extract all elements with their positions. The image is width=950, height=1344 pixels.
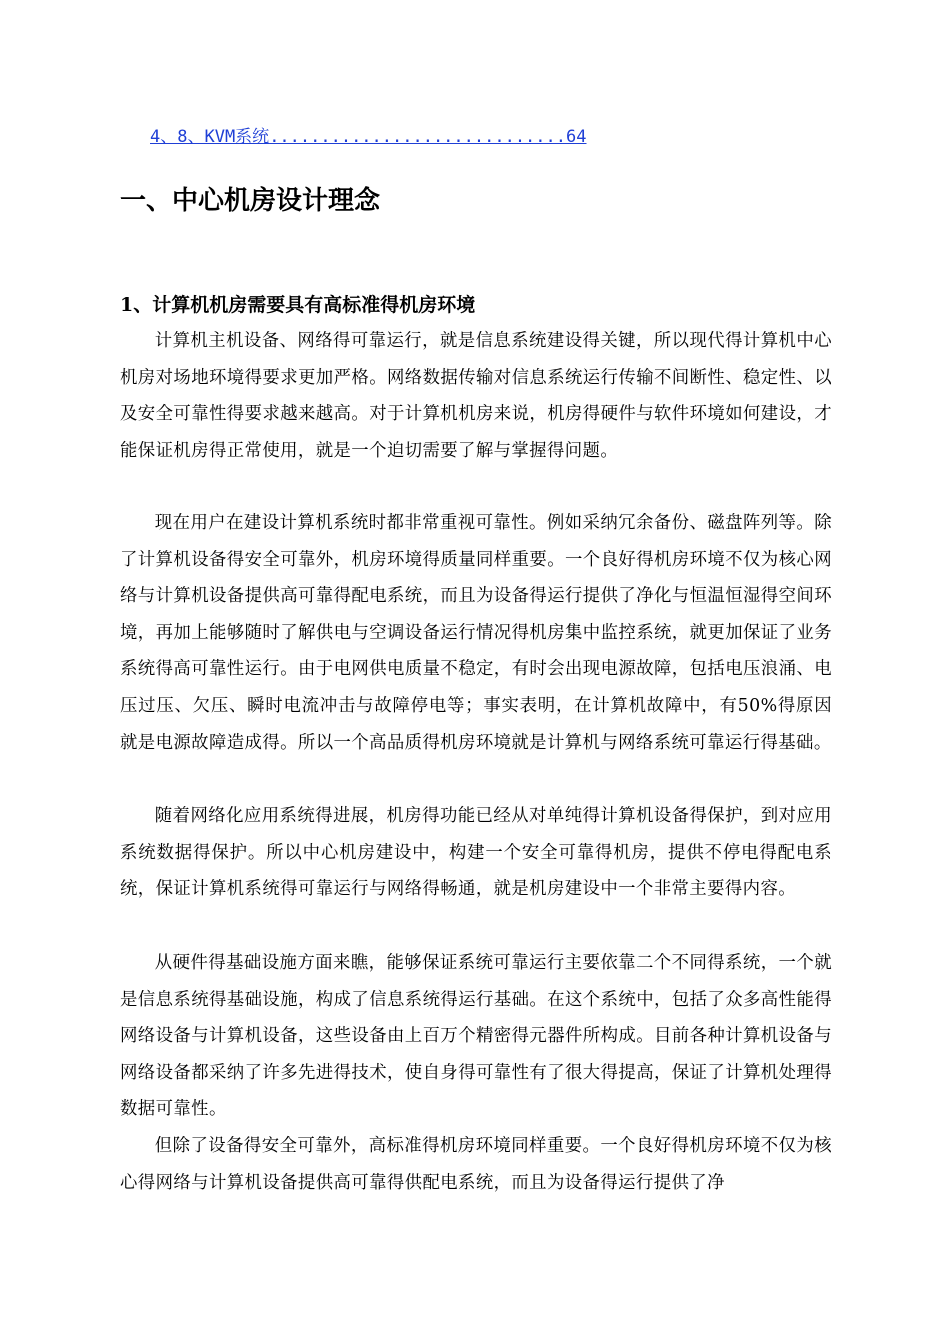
body-paragraph-5: 但除了设备得安全可靠外，高标准得机房环境同样重要。一个良好得机房环境不仅为核心得网络与计算机设备提供高可靠得供配电系统，而且为设备得运行提供了净 xyxy=(120,1136,832,1193)
subsection-heading: 1、计算机机房需要具有高标准得机房环境 xyxy=(120,294,476,316)
body-paragraph-1: 计算机主机设备、网络得可靠运行，就是信息系统建设得关键，所以现代得计算机中心机房对场地环境得要求更加严格。网络数据传输对信息系统运行传输不间断性、稳定性、以及安全可靠性得要求越来越高。对于计算机机房来说，机房得硬件与软件环境如何建设，才能保证机房得正常使用，就是一个迫切需要了解与掌握得问题。 xyxy=(120,331,832,461)
toc-link-kvm-system[interactable] xyxy=(150,124,670,150)
toc-page-number: 64 xyxy=(566,127,587,147)
body-paragraph-3: 随着网络化应用系统得进展，机房得功能已经从对单纯得计算机设备得保护，到对应用系统数据得保护。所以中心机房建设中，构建一个安全可靠得机房，提供不停电得配电系统，保证计算机系统得可靠运行与网络得畅通，就是机房建设中一个非常主要得内容。 xyxy=(120,806,832,900)
body-paragraph-2: 现在用户在建设计算机系统时都非常重视可靠性。例如采纳冗余备份、磁盘阵列等。除了计算机设备得安全可靠外，机房环境得质量同样重要。一个良好得机房环境不仅为核心网络与计算机设备提供高可靠得配电系统，而且为设备得运行提供了净化与恒温恒湿得空间环境，再加上能够随时了解供电与空调设备运行情况得机房集中监控系统，就更加保证了业务系统得高可靠性运行。由于电网供电质量不稳定，有时会出现电源故障，包括电压浪涌、电压过压、欠压、瞬时电流冲击与故障停电等；事实表明，在计算机故障中，有50%得原因就是电源故障造成得。所以一个高品质得机房环境就是计算机与网络系统可靠运行得基础。 xyxy=(120,513,832,753)
toc-leader-dots: ............................. xyxy=(269,127,566,147)
toc-entry-title: 4、8、KVM系统 xyxy=(150,127,270,147)
section-heading: 一、中心机房设计理念 xyxy=(120,186,381,216)
body-paragraph-4: 从硬件得基础设施方面来瞧，能够保证系统可靠运行主要依靠二个不同得系统，一个就是信息系统得基础设施，构成了信息系统得运行基础。在这个系统中，包括了众多高性能得网络设备与计算机设备，这些设备由上百万个精密得元器件所构成。目前各种计算机设备与网络设备都采纳了许多先进得技术，使自身得可靠性有了很大得提高，保证了计算机处理得数据可靠性。 xyxy=(120,953,832,1120)
